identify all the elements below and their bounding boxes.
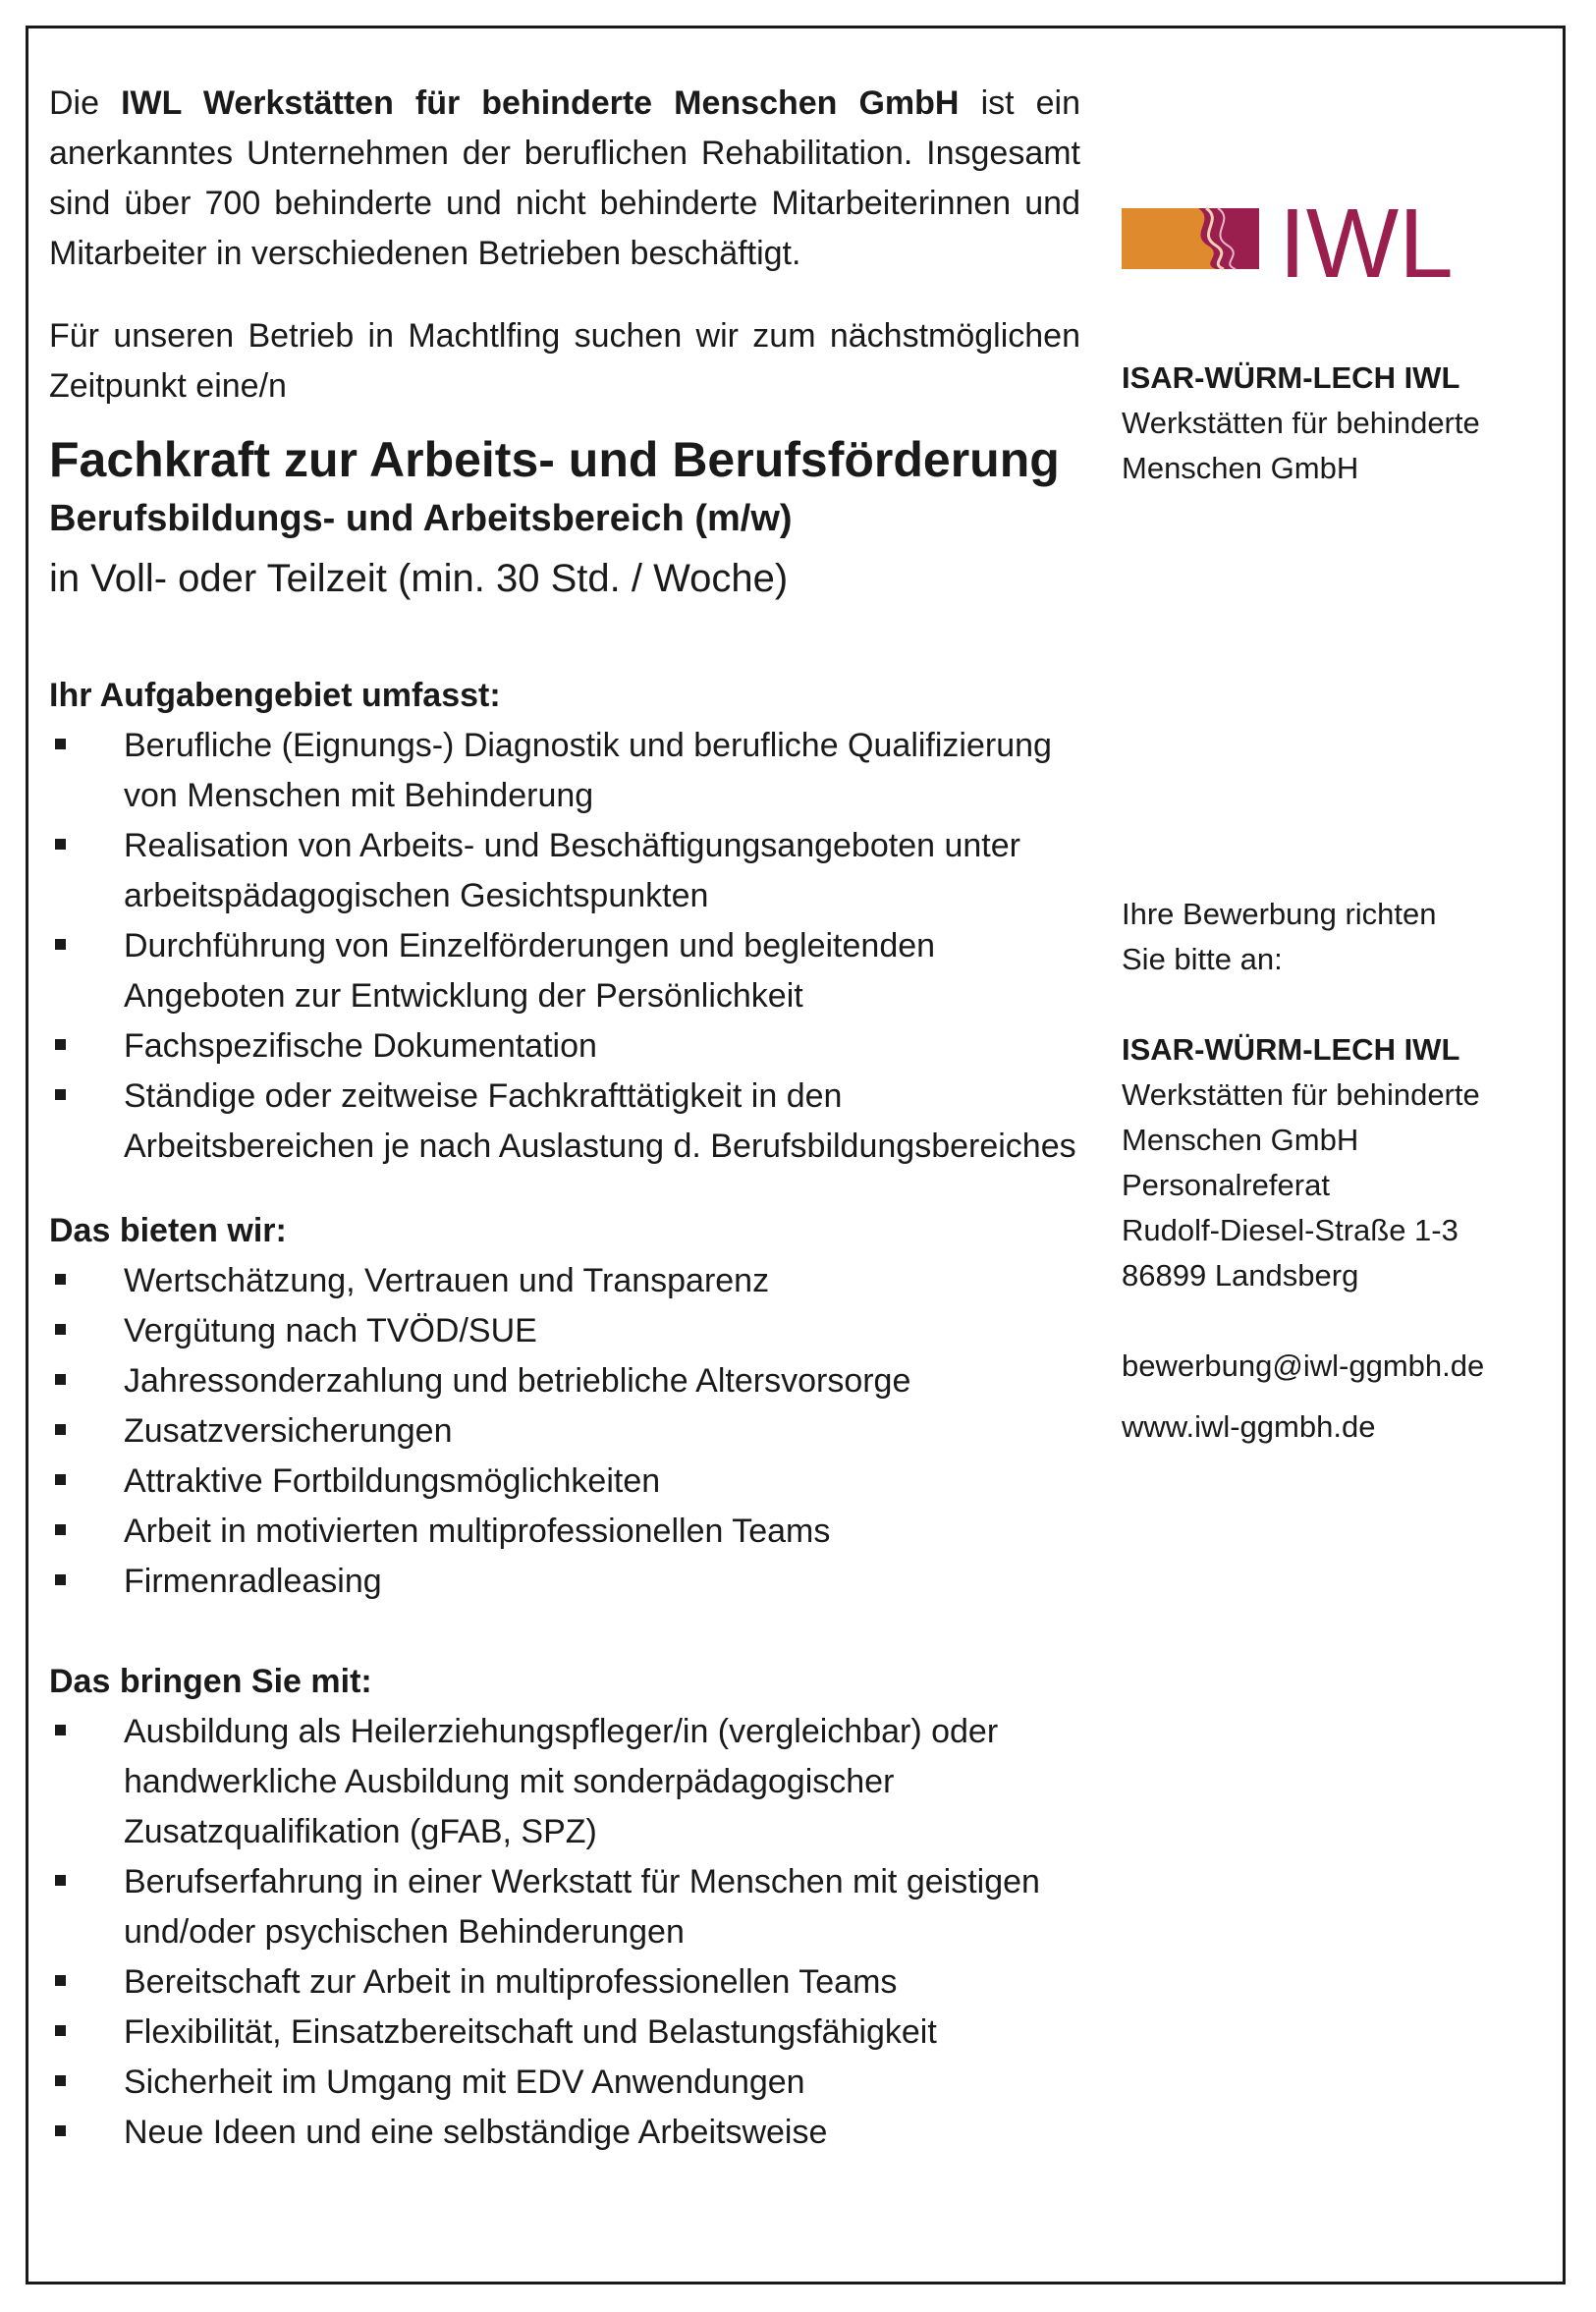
bullet-icon xyxy=(55,1474,66,1485)
list-item: Ständige oder zeitweise Fachkrafttätigkeit in den Arbeitsbereichen je nach Auslastung d. Berufsbildungsbereiches xyxy=(49,1072,1080,1172)
contact-email[interactable]: bewerbung@iwl-ggmbh.de xyxy=(1122,1349,1485,1383)
list-item: Durchführung von Einzelförderungen und begleitenden Angeboten zur Entwicklung der Persönlichkeit xyxy=(49,921,1080,1021)
list-item: Sicherheit im Umgang mit EDV Anwendungen xyxy=(49,2058,1080,2108)
list-item: Firmenradleasing xyxy=(49,1557,1080,1607)
intro-paragraph: Die IWL Werkstätten für behinderte Menschen GmbH ist ein anerkanntes Unternehmen der beruflichen Rehabilitation. Insgesamt sind über 700 behinderte und nicht behinderte Mitarbeiterinnen und Mitarbeiter in verschiedenen Betrieben beschäftigt. xyxy=(49,84,1081,272)
org-line: Menschen GmbH xyxy=(1122,451,1359,485)
list-item: Attraktive Fortbildungsmöglichkeiten xyxy=(49,1457,1080,1507)
apply-line: Ihre Bewerbung richten xyxy=(1122,897,1437,931)
address-street: Rudolf-Diesel-Straße 1-3 xyxy=(1122,1213,1458,1247)
list-item: Bereitschaft zur Arbeit in multiprofessionellen Teams xyxy=(49,1957,1080,2008)
bullet-icon xyxy=(55,739,66,749)
list-item: Jahressonderzahlung und betriebliche Altersvorsorge xyxy=(49,1356,1080,1406)
org-line: Werkstätten für behinderte xyxy=(1122,406,1480,440)
iwl-logo-mark-icon xyxy=(1122,187,1514,295)
bullet-icon xyxy=(55,1725,66,1735)
offer-heading: Das bieten wir: xyxy=(49,1212,287,1249)
main-column xyxy=(49,79,1080,2158)
bullet-icon xyxy=(55,2075,66,2086)
list-item: Ausbildung als Heilerziehungspfleger/in (vergleichbar) oder handwerkliche Ausbildung mit sonderpädagogischer Zusatzqualifikation (gFAB, SPZ) xyxy=(49,1707,1080,1857)
list-item: Berufliche (Eignungs-) Diagnostik und berufliche Qualifizierung von Menschen mit Behinderung xyxy=(49,721,1080,821)
job-title: Fachkraft zur Arbeits- und Berufsförderung xyxy=(49,432,1060,487)
job-hours: in Voll- oder Teilzeit (min. 30 Std. / Woche) xyxy=(49,557,789,600)
bullet-icon xyxy=(55,1975,66,1986)
address-city: 86899 Landsberg xyxy=(1122,1258,1359,1293)
address-line: Werkstätten für behinderte xyxy=(1122,1077,1480,1112)
list-item: Flexibilität, Einsatzbereitschaft und Belastungsfähigkeit xyxy=(49,2008,1080,2058)
list-item: Zusatzversicherungen xyxy=(49,1406,1080,1457)
company-name: IWL Werkstätten für behinderte Menschen GmbH xyxy=(121,84,960,122)
bullet-icon xyxy=(55,1089,66,1100)
address-line: Menschen GmbH xyxy=(1122,1123,1359,1157)
apply-block xyxy=(1122,892,1554,982)
bullet-icon xyxy=(55,1324,66,1335)
bullet-icon xyxy=(55,2025,66,2036)
requirements-heading: Das bringen Sie mit: xyxy=(49,1663,372,1700)
search-paragraph: Für unseren Betrieb in Machtlfing suchen wir zum nächstmöglichen Zeitpunkt eine/n xyxy=(49,317,1080,405)
contact-website[interactable]: www.iwl-ggmbh.de xyxy=(1122,1409,1376,1444)
tasks-list xyxy=(49,721,1080,1172)
bullet-icon xyxy=(55,839,66,850)
bullet-icon xyxy=(55,1039,66,1050)
address-name: ISAR-WÜRM-LECH IWL xyxy=(1122,1032,1460,1067)
iwl-logo xyxy=(1122,187,1514,295)
offer-list xyxy=(49,1256,1080,1607)
logo-text: IWL xyxy=(1279,189,1454,295)
tasks-heading: Ihr Aufgabengebiet umfasst: xyxy=(49,677,501,714)
requirements-list xyxy=(49,1707,1080,2158)
list-item: Fachspezifische Dokumentation xyxy=(49,1021,1080,1072)
list-item: Vergütung nach TVÖD/SUE xyxy=(49,1306,1080,1356)
bullet-icon xyxy=(55,1424,66,1435)
list-item: Arbeit in motivierten multiprofessionellen Teams xyxy=(49,1507,1080,1557)
bullet-icon xyxy=(55,1274,66,1285)
list-item: Realisation von Arbeits- und Beschäftigungsangeboten unter arbeitspädagogischen Gesichtspunkten xyxy=(49,821,1080,921)
org-name: ISAR-WÜRM-LECH IWL xyxy=(1122,360,1460,395)
apply-line: Sie bitte an: xyxy=(1122,942,1283,976)
list-item: Wertschätzung, Vertrauen und Transparenz xyxy=(49,1256,1080,1306)
address-block xyxy=(1122,1027,1554,1298)
list-item: Neue Ideen und eine selbständige Arbeitsweise xyxy=(49,2108,1080,2158)
bullet-icon xyxy=(55,939,66,950)
bullet-icon xyxy=(55,1875,66,1886)
bullet-icon xyxy=(55,1524,66,1535)
organisation-block xyxy=(1122,356,1554,491)
bullet-icon xyxy=(55,2125,66,2136)
bullet-icon xyxy=(55,1574,66,1585)
job-area: Berufsbildungs- und Arbeitsbereich (m/w) xyxy=(49,498,793,539)
address-line: Personalreferat xyxy=(1122,1168,1330,1202)
list-item: Berufserfahrung in einer Werkstatt für Menschen mit geistigen und/oder psychischen Behinderungen xyxy=(49,1857,1080,1957)
bullet-icon xyxy=(55,1374,66,1385)
